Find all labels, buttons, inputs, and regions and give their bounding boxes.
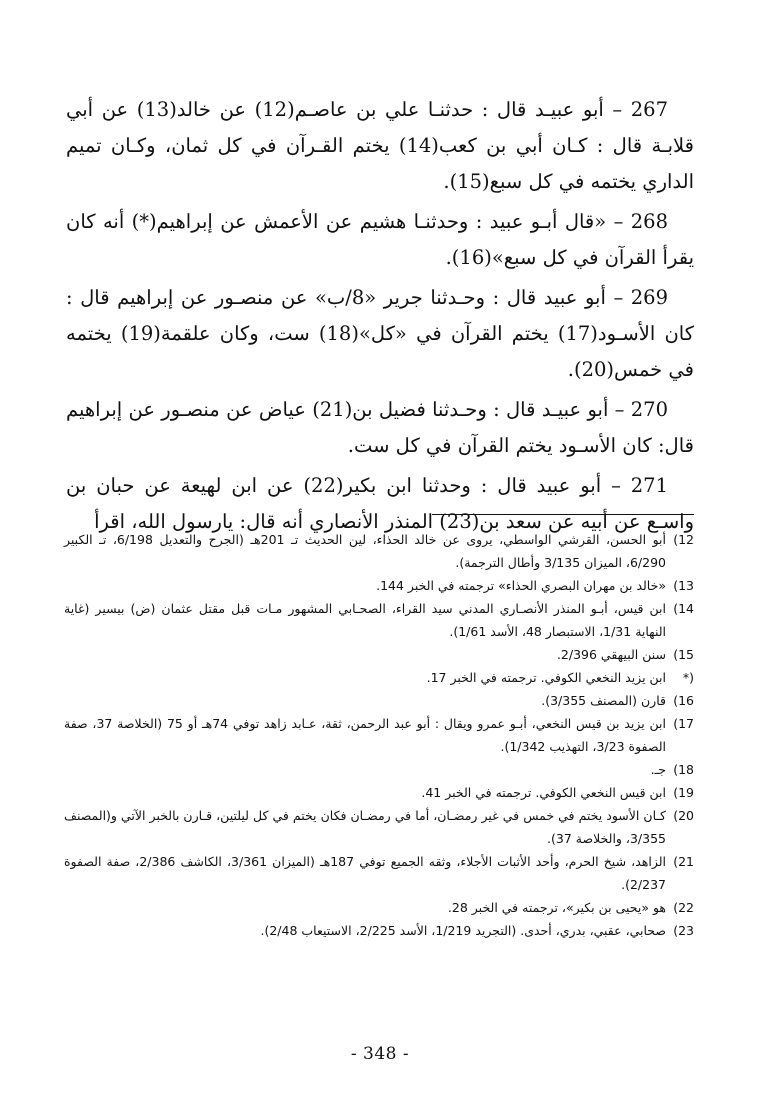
footnotes — [64, 528, 694, 942]
footnote-14 — [64, 597, 694, 643]
footnote-text: سنن البيهقي 2/396. — [556, 647, 666, 662]
hadith-271: 271 – أبو عبيد قال : وحدثنا ابن بكير(22) عن ابن لهيعة عن حبان بن واسـع عن أبيه عن سعد بن(23) المنذر الأنصاري أنه قال: يارسول الله، اقرأ — [66, 474, 694, 533]
footnote-15 — [64, 643, 694, 666]
hadith-269: 269 – أبو عبيد قال : وحـدثنا جرير «8/ب» عن منصـور عن إبراهيم قال : كان الأسـود(17) يختم القرآن في «كل»(18) ست، وكان علقمة(19) يختمه في خمس(20). — [66, 286, 694, 381]
footnote-marker: 14) — [673, 601, 694, 616]
footnote-text: «خالد بن مهران البصري الحذاء» ترجمته في الخبر 144. — [376, 578, 666, 593]
footnote-marker: (* — [682, 670, 694, 685]
footnote-text: صحابي، عقبي، بدري، أحدى. (التجريد 1/219، الأسد 2/225، الاستيعاب 2/48). — [260, 923, 666, 938]
hadith-270: 270 – أبو عبيـد قال : وحـدثنا فضيل بن(21) عياض عن منصـور عن إبراهيم قال: كان الأسـود يختم القرآن في كل ست. — [66, 398, 694, 457]
footnote-marker: 22) — [673, 900, 694, 915]
footnote-text: قارن (المصنف 3/355). — [541, 693, 666, 708]
footnote-text: جـ. — [650, 762, 666, 777]
footnote-12 — [64, 528, 694, 574]
footnote-text: ابن قيس، أبـو المنذر الأنصـاري المدني سيد القراء، الصحـابي المشهور مـات قبل مقتل عثمان (ض) بيسير (غاية النهاية 1/31، الاستبصار 48، الأسد 1/61). — [64, 601, 666, 639]
footnote-marker: 13) — [673, 578, 694, 593]
footnote-text: ابن يزيد بن قيس النخعي، أبـو عمرو ويقال : أبو عبد الرحمن، ثقة، عـابد زاهد توفي 74هـ أو 75 (الخلاصة 37، صفة الصفوة 3/23، التهذيب 1/342). — [64, 716, 666, 754]
footnote-marker: 20) — [673, 808, 694, 823]
footnote-18 — [64, 758, 694, 781]
footnote-marker: 21) — [673, 854, 694, 869]
footnote-marker: 17) — [673, 716, 694, 731]
footnote-text: كـان الأسود يختم في خمس في غير رمضـان، أما في رمضـان فكان يختم في كل ليلتين، قـارن بالخبر الآتي و(المصنف 3/355، والخلاصة 37). — [64, 808, 666, 846]
footnote-marker: 15) — [673, 647, 694, 662]
footnote-separator — [432, 514, 694, 515]
footnote-marker: 19) — [673, 785, 694, 800]
footnote-19 — [64, 781, 694, 804]
hadith-268: 268 – «قال أبـو عبيد : وحدثنـا هشيم عن الأعمش عن إبراهيم(*) أنه كان يقرأ القرآن في كل سبع»(16). — [66, 210, 694, 269]
footnote-marker: 18) — [673, 762, 694, 777]
footnote-text: ابن يزيد النخعي الكوفي. ترجمته في الخبر 17. — [426, 670, 666, 685]
footnote-text: أبو الحسن، القرشي الواسطي، يروى عن خالد الحذاء، لين الحديث تـ 201هـ (الجرح والتعديل 6/198، تـ الكبير 6/290، الميزان 3/135 وأطال الترجمة). — [64, 532, 667, 570]
footnote-marker: 16) — [673, 693, 694, 708]
footnote-20 — [64, 804, 694, 850]
footnote-17 — [64, 712, 694, 758]
footnote-text: هو «يحيى بن بكير»، ترجمته في الخبر 28. — [447, 900, 666, 915]
footnote-21 — [64, 850, 694, 896]
hadith-267: 267 – أبو عبيـد قال : حدثنـا علي بن عاصـم(12) عن خالد(13) عن أبي قلابـة قال : كـان أبي بن كعب(14) يختم القـرآن في كل ثمان، وكـان تميم الداري يختمه في كل سبع(15). — [66, 98, 694, 193]
footnote-23 — [64, 919, 694, 942]
footnote-text: الزاهد، شيخ الحرم، وأحد الأثبات الأجلاء، وثقه الجميع توفي 187هـ (الميزان 3/361، الكاشف 2/386، صفة الصفوة 2/237). — [64, 854, 666, 892]
footnote-text: ابن قيس النخعي الكوفي. ترجمته في الخبر 41. — [421, 785, 666, 800]
footnote-16 — [64, 689, 694, 712]
main-text — [66, 92, 694, 544]
page-number: - 348 - — [350, 1044, 410, 1064]
footnote-22 — [64, 896, 694, 919]
footnote-marker: 23) — [673, 923, 694, 938]
footnote-marker: 12) — [673, 532, 694, 547]
footnote-star — [64, 666, 694, 689]
footnote-13 — [64, 574, 694, 597]
